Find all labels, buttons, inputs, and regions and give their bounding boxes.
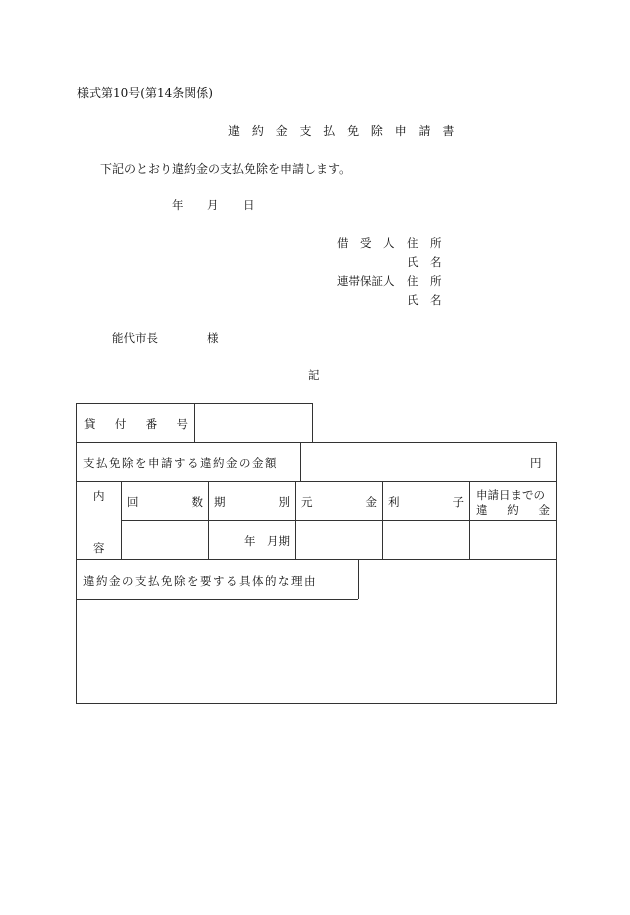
- period-value: 年 月期: [244, 534, 290, 548]
- borrower-name-label: 氏 名: [407, 255, 442, 269]
- form-number: 様式第10号(第14条関係): [77, 86, 213, 100]
- header-times: 回 数: [127, 495, 203, 509]
- header-interest: 利 子: [388, 495, 464, 509]
- content-label-bottom: 容: [93, 541, 105, 555]
- header-penalty-line2: 違 約 金: [476, 503, 550, 517]
- intro-text: 下記のとおり違約金の支払免除を申請します。: [100, 162, 352, 176]
- guarantor-address-label: 住 所: [407, 274, 442, 288]
- loan-number-label: 貸 付 番 号: [84, 417, 188, 431]
- guarantor-name-label: 氏 名: [407, 293, 442, 307]
- addressee-name: 能代市長: [112, 331, 158, 345]
- header-period: 期 別: [214, 495, 290, 509]
- ki-heading: 記: [308, 368, 320, 382]
- times-cell[interactable]: [123, 522, 207, 558]
- borrower-label: 借 受 人: [337, 236, 395, 250]
- header-principal: 元 金: [301, 495, 377, 509]
- date-month: 月: [207, 198, 219, 212]
- yen-unit: 円: [530, 456, 542, 470]
- reason-label: 違約金の支払免除を要する具体的な理由: [83, 574, 317, 588]
- document-title: 違 約 金 支 払 免 除 申 請 書: [228, 124, 459, 138]
- addressee-honorific: 様: [207, 331, 219, 345]
- guarantor-label: 連帯保証人: [337, 274, 395, 288]
- penalty-cell[interactable]: [471, 522, 555, 558]
- exemption-amount-label: 支払免除を申請する違約金の金額: [83, 456, 278, 470]
- reason-text-area[interactable]: [78, 602, 555, 702]
- principal-cell[interactable]: [297, 522, 381, 558]
- interest-cell[interactable]: [384, 522, 468, 558]
- date-day: 日: [243, 198, 255, 212]
- date-year: 年: [172, 198, 184, 212]
- header-penalty-line1: 申請日までの: [476, 488, 545, 502]
- borrower-address-label: 住 所: [407, 236, 442, 250]
- loan-number-value[interactable]: [196, 405, 310, 441]
- content-label-top: 内: [93, 489, 105, 503]
